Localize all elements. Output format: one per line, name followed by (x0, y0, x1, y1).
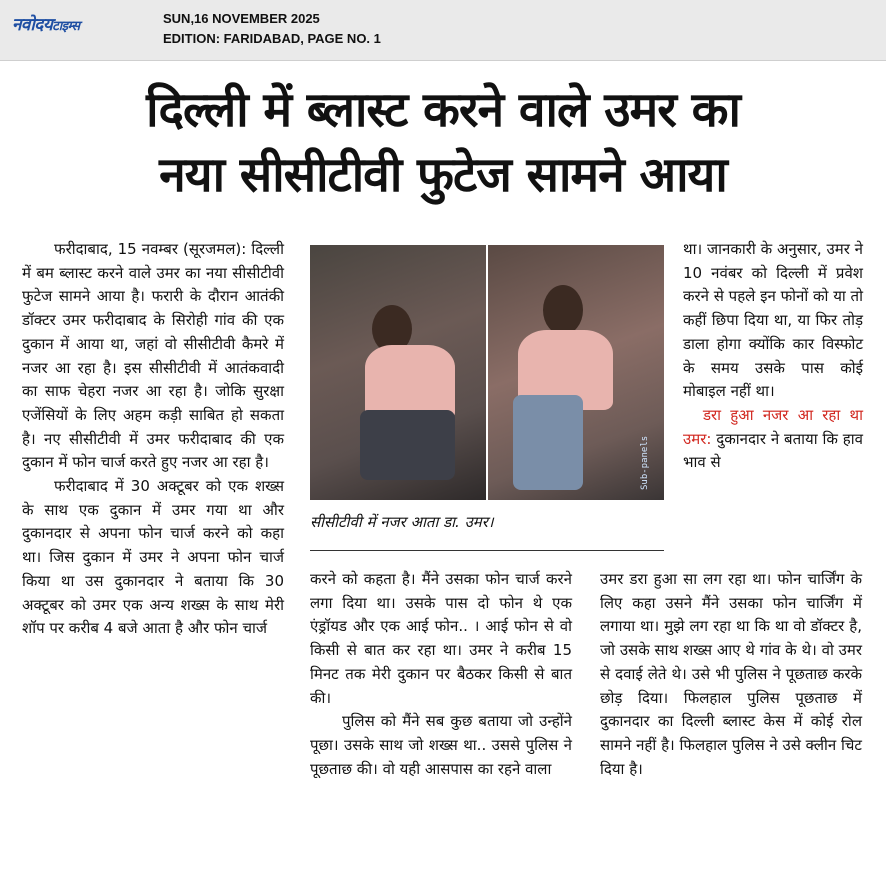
cctv-frame-right (488, 245, 664, 500)
cctv-overlay-text: Sub-panels (640, 435, 650, 490)
caption-divider (310, 550, 664, 551)
edition-info (163, 9, 381, 49)
photo-caption: सीसीटीवी में नजर आता डा. उमर। (310, 513, 494, 531)
headline-line-2: नया सीसीटीवी फुटेज सामने आया (159, 147, 727, 203)
column3-paragraph-2b: उमर डरा हुआ सा लग रहा था। फोन चार्जिंग के लिए कहा उसने मैंने उसका फोन चार्जिंग में लगाया था। मुझे लग रहा था कि था वो डॉक्टर है, जो उसके साथ शख्स आए थे गांव के थे। वो उमर से दवाई लेते थे। उसे भी पुलिस ने पूछताछ करके छोड़ दिया। फिलहाल पुलिस पूछताछ में दुकानदार का दिल्ली ब्लास्ट केस में कोई रोल सामने नहीं है। फिलहाल पुलिस ने उसे क्लीन चिट दिया है। (600, 570, 862, 778)
newspaper-logo (12, 12, 80, 35)
column1-paragraph-2: फरीदाबाद में 30 अक्टूबर को एक शख्स के साथ एक दुकान में उमर गया था और दुकानदार से अपना फोन चार्ज करने को कहा था। जिस दुकान में उमर ने अपना फोन चार्ज किया था उस दुकानदार ने बताया कि 30 अक्टूबर को उमर एक अन्य शख्स के साथ मेरी शॉप पर करीब 4 बजे आता है और फोन चार्ज (22, 477, 284, 638)
cctv-photo (310, 245, 664, 500)
column2-paragraph-1: करने को कहता है। मैंने उसका फोन चार्ज करने लगा दिया था। उसके पास दो फोन थे एक एंड्रॉयड और एक आई फोन.. । आई फोन से वो किसी से बात कर रहा था। उमर ने करीब 15 मिनट तक मेरी दुकान पर बैठकर किसी से बात की। (310, 570, 572, 707)
publication-date: SUN,16 NOVEMBER 2025 (163, 11, 320, 26)
logo-sub: टाइम्स (52, 19, 80, 34)
column3-paragraph-1: था। जानकारी के अनुसार, उमर ने 10 नवंबर को दिल्ली में प्रवेश करने से पहले इन फोनों को या तो कहीं छिपा दिया था, या फिर तोड़ डाला होगा क्योंकि कार विस्फोट के समय उसके पास कोई मोबाइल नहीं था। (683, 240, 863, 401)
subheading: डरा हुआ नजर आ रहा था उमर: (683, 405, 863, 448)
article-column-2 (310, 568, 572, 781)
article-column-3-lower (600, 568, 862, 781)
column2-paragraph-2: पुलिस को मैंने सब कुछ बताया जो उन्होंने पूछा। उसके साथ जो शख्स था.. उससे पुलिस ने पूछताछ की। वो यही आसपास का रहने वाला (310, 712, 572, 778)
article-column-1 (22, 238, 284, 641)
edition-label: EDITION: FARIDABAD, PAGE NO. 1 (163, 31, 381, 46)
logo-main: नवोदय (12, 15, 53, 35)
article-column-3-upper (683, 238, 863, 475)
cctv-frame-left (310, 245, 486, 500)
headline (0, 78, 886, 208)
column3-paragraph-2-start: दुकानदार ने बताया कि हाव भाव से (683, 429, 863, 472)
column3-paragraph-2a (683, 404, 863, 475)
headline-line-1: दिल्ली में ब्लास्ट करने वाले उमर का (146, 82, 740, 138)
masthead (0, 0, 886, 61)
column1-paragraph-1: फरीदाबाद, 15 नवम्बर (सूरजमल): दिल्ली में बम ब्लास्ट करने वाले उमर का नया सीसीटीवी फुटेज सामने आया है। फरारी के दौरान आतंकी डॉक्टर उमर फरीदाबाद के सिरोही गांव की एक दुकान में आया था, जहां वो सीसीटीवी कैमरे में नजर आ रहा है। इस सीसीटीवी में आतंकवादी का साफ चेहरा नजर आ रहा है। जोकि सुरक्षा एजेंसियों के लिए अहम कड़ी साबित हो सकता है। नए सीसीटीवी में उमर फरीदाबाद की एक दुकान में फोन चार्ज करते हुए नजर आ रहा है। (22, 240, 284, 472)
